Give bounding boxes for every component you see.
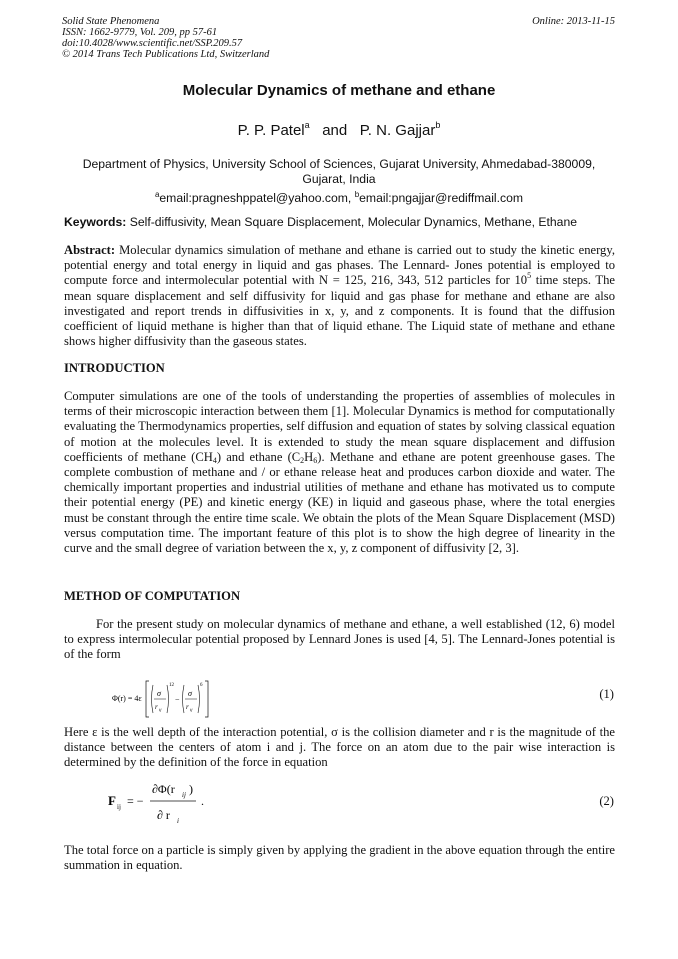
method-paragraph: For the present study on molecular dynamics of methane and ethane, a well established (12, 6) model to express intermolecular potential proposed by Lennard Jones is used [4, 5]. The Lennard-Jones potential is of the form xyxy=(64,617,615,662)
abstract: Abstract: Molecular dynamics simulation of methane and ethane is carried out to study the kinetic energy, potential energy and total energy in liquid and gas phases. The Lennard- Jones potential is employed to compute force and intermolecular potential with N = 125, 216, 343, 512 particles for $10^5$ time steps. The mean square displacement and self diffusivity for liquid and gas phase for methane and ethane are also investigated and report trends in diffusivities in x, y, and z components. It is found that the diffusion coefficient of liquid methane is higher than that of liquid ethane. The Liquid state of methane and ethane shows higher diffusivity than the gaseous states. xyxy=(64,243,616,349)
svg-text:ij: ij xyxy=(182,791,186,799)
email-line: $^a$email:pragneshppatel@yahoo.com, $^b$email:pngajjar@rediffmail.com xyxy=(154,190,524,205)
affiliation xyxy=(62,157,616,206)
svg-text:σ: σ xyxy=(188,689,192,698)
svg-text:): ) xyxy=(189,782,193,796)
svg-text:ij: ij xyxy=(117,803,121,811)
svg-text:= −: = − xyxy=(127,794,144,808)
keywords-text: Self-diffusivity, Mean Square Displacement, Molecular Dynamics, Methane, Ethane xyxy=(129,215,578,229)
svg-text:12: 12 xyxy=(169,683,174,688)
equation-2-formula xyxy=(108,776,218,828)
equation-number: (2) xyxy=(599,794,614,808)
keywords xyxy=(64,215,577,229)
authors-conjunction: and xyxy=(322,122,348,139)
svg-text:ij: ij xyxy=(159,707,162,712)
paper-title: Molecular Dynamics of methane and ethane xyxy=(182,82,496,99)
svg-text:i: i xyxy=(177,817,179,825)
svg-text:∂ r: ∂ r xyxy=(157,808,170,822)
author-line xyxy=(0,120,678,139)
affiliation-line: Gujarat, India xyxy=(302,172,376,186)
svg-text:ij: ij xyxy=(190,707,193,712)
introduction-text: Computer simulations are one of the tools of understanding the properties of assemblies of molecules in terms of their microscopic interaction between them [1]. Molecular Dynamics is method for computationally evaluating the Thermodynamics properties, self diffusion and equation of states by solving classical equation of motion at the molecules level. It is extended to study the mean square displacement and diffusion coefficients of methane $(CH_4)$ and ethane $(C_2H_6)$. Methane and ethane are potent greenhouse gases. The complete combustion of methane and / or ethane release heat and produces carbon dioxide and water. The chemically important properties and industrial utilities of methane and ethane has motivated us to compute their potential energy (PE) and kinetic energy (KE) in liquid and gaseous phase, where the total energies must be constant through the entire time scale. We obtain the plots of the Mean Square Displacement (MSD) versus computation time. The important feature of this plot is to show the high degree of linearity in the curve and the small degree of variation between the x, y, z component of diffusivity [2, 3]. xyxy=(64,389,616,556)
journal-doi: doi:10.4028/www.scientific.net/SSP.209.57 xyxy=(62,38,243,49)
svg-text:.: . xyxy=(201,794,204,808)
keywords-label: Keywords: xyxy=(64,215,127,229)
svg-text:σ: σ xyxy=(157,689,161,698)
journal-header xyxy=(62,16,269,60)
svg-text:r: r xyxy=(155,703,158,711)
journal-name: Solid State Phenomena xyxy=(62,16,160,27)
equation-2 xyxy=(108,776,218,828)
abstract-label: Abstract: xyxy=(64,243,116,257)
svg-text:r: r xyxy=(186,703,189,711)
author-affil-mark: b xyxy=(435,120,441,130)
author-affil-mark: a xyxy=(304,120,310,130)
equation-1-formula xyxy=(112,676,222,722)
svg-text:6: 6 xyxy=(200,683,203,688)
author-name: P. N. Gajjar xyxy=(359,122,436,139)
journal-issn: ISSN: 1662-9779, Vol. 209, pp 57-61 xyxy=(62,27,218,38)
section-heading: METHOD OF COMPUTATION xyxy=(64,589,241,603)
svg-text:F: F xyxy=(108,793,116,808)
equation-number: (1) xyxy=(599,687,614,701)
svg-text:−: − xyxy=(175,695,180,704)
svg-text:∂Φ(r: ∂Φ(r xyxy=(152,782,175,796)
online-date: Online: 2013-11-15 xyxy=(532,16,615,27)
section-heading: INTRODUCTION xyxy=(64,361,165,375)
method-paragraph: Here ε is the well depth of the interaction potential, σ is the collision diameter and r is the magnitude of the distance between the centers of atom i and j. The force on an atom due to the pair wise interaction is determined by the definition of the force in equation xyxy=(64,725,615,770)
affiliation-line: Department of Physics, University School of Sciences, Gujarat University, Ahmedabad-380009, xyxy=(82,157,596,171)
equation-1 xyxy=(112,676,222,722)
method-paragraph: The total force on a particle is simply given by applying the gradient in the above equation through the entire summation in equation. xyxy=(64,843,615,873)
journal-copyright: © 2014 Trans Tech Publications Ltd, Switzerland xyxy=(62,49,270,60)
email-link[interactable]: email:pngajjar@rediffmail.com xyxy=(359,191,524,205)
author-name: P. P. Patel xyxy=(237,122,305,139)
svg-text:Φ(r) = 4ε: Φ(r) = 4ε xyxy=(112,694,142,703)
email-link[interactable]: email:pragneshppatel@yahoo.com, xyxy=(159,191,352,205)
